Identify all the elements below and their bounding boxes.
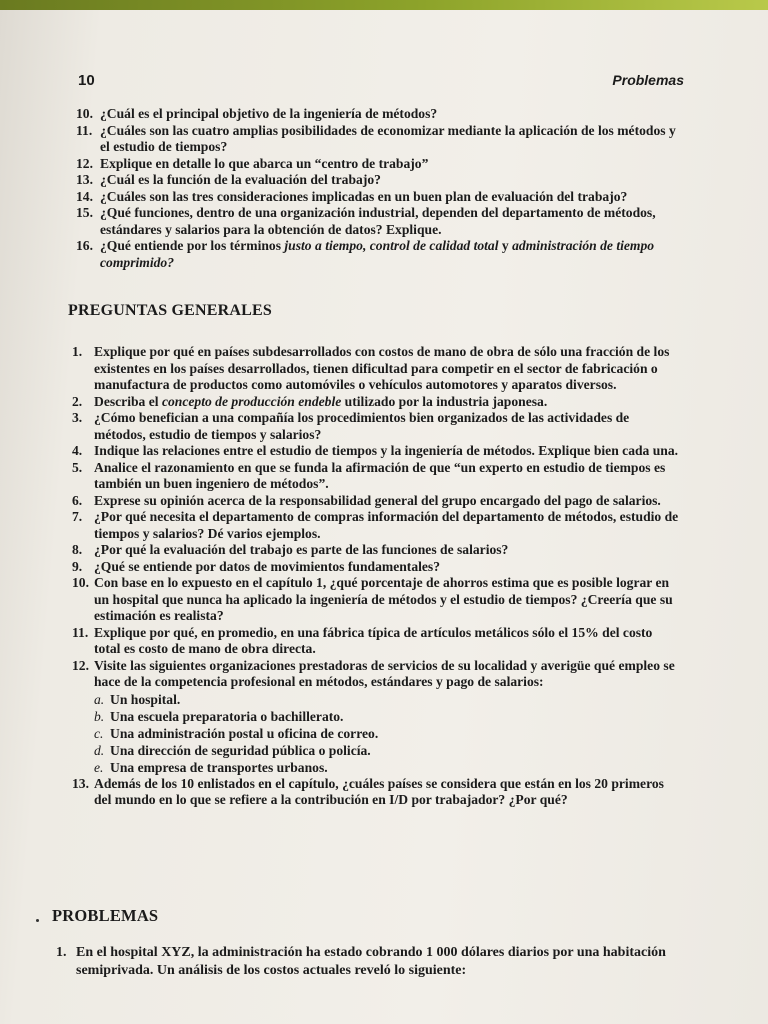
sublist-text: Una empresa de transportes urbanos.	[110, 759, 328, 775]
list-item	[76, 238, 682, 271]
list-item	[72, 658, 682, 691]
list-item	[76, 156, 682, 173]
bullet-mark	[36, 919, 39, 922]
item-number: 14.	[76, 188, 93, 204]
item-number: 1.	[56, 945, 67, 960]
item-text: Explique en detalle lo que abarca un “centro de trabajo”	[100, 155, 429, 171]
page-number: 10	[78, 72, 95, 89]
item-number: 11.	[76, 122, 93, 138]
item-number: 8.	[72, 542, 83, 557]
list-item	[72, 559, 682, 576]
item-text: ¿Cómo benefician a una compañía los procedimientos bien organizados de las actividades de métodos, estudio de tiempos y salarios?	[94, 410, 630, 442]
item-text: ¿Por qué la evaluación del trabajo es parte de las funciones de salarios?	[94, 542, 509, 557]
item-number: 9.	[72, 558, 83, 574]
organizations-sublist	[72, 691, 682, 776]
review-questions-list	[76, 106, 682, 271]
top-edge-strip	[0, 0, 768, 10]
item-number: 6.	[72, 492, 83, 508]
sublist-letter: e.	[94, 759, 104, 775]
item-text: ¿Cuáles son las cuatro amplias posibilidades de economizar mediante la aplicación de los métodos y el estudio de tiempos?	[100, 122, 676, 154]
sublist-item	[94, 691, 682, 708]
item-number: 5.	[72, 459, 83, 475]
item-text: Exprese su opinión acerca de la responsabilidad general del grupo encargado del pago de salarios.	[94, 492, 661, 508]
item-number: 12.	[76, 155, 93, 171]
item-number: 13.	[76, 172, 93, 187]
item-text: ¿Qué funciones, dentro de una organización industrial, dependen del departamento de métodos, estándares y salarios para la obtención de datos? Explique.	[100, 205, 656, 237]
sublist-text: Una escuela preparatoria o bachillerato.	[110, 708, 344, 724]
item-number: 2.	[72, 393, 83, 409]
item-number: 3.	[72, 410, 83, 425]
list-item	[72, 776, 682, 809]
sublist-item	[94, 742, 682, 759]
item-text: ¿Cuál es la función de la evaluación del trabajo?	[100, 172, 381, 187]
item-text: Indique las relaciones entre el estudio de tiempos y la ingeniería de métodos. Explique bien cada una.	[94, 443, 679, 458]
sublist-letter: b.	[94, 708, 105, 724]
item-text: ¿Por qué necesita el departamento de compras información del departamento de métodos, estudio de tiempos y salarios? Dé varios ejemplos.	[94, 509, 679, 541]
sublist-letter: c.	[94, 725, 104, 741]
sublist-item	[94, 708, 682, 725]
sublist-text: Un hospital.	[110, 691, 181, 707]
list-item	[72, 443, 682, 460]
list-item	[76, 106, 682, 123]
item-number: 16.	[76, 238, 93, 253]
list-item	[72, 344, 682, 394]
general-questions-list	[72, 344, 682, 809]
item-text: En el hospital XYZ, la administración ha estado cobrando 1 000 dólares diarios por una habitación semiprivada. Un análisis de los costos actuales reveló lo siguiente:	[76, 945, 666, 978]
item-text: ¿Qué se entiende por datos de movimientos fundamentales?	[94, 558, 441, 574]
section-heading-problems: PROBLEMAS	[52, 906, 159, 925]
problems-list	[56, 944, 676, 980]
item-text: Con base en lo expuesto en el capítulo 1, ¿qué porcentaje de ahorros estima que es posible lograr en un hospital que nunca ha aplicado la ingeniería de métodos y el estudio de tiempos? ¿Creería que su estimación es realista?	[94, 575, 673, 623]
list-item	[76, 172, 682, 189]
item-text: ¿Qué entiende por los términos justo a tiempo, control de calidad total y administración de tiempo comprimido?	[100, 238, 655, 270]
section-heading-general: PREGUNTAS GENERALES	[68, 302, 272, 319]
list-item	[72, 394, 682, 411]
item-number: 10.	[72, 575, 89, 590]
item-text: ¿Cuáles son las tres consideraciones implicadas en un buen plan de evaluación del trabajo?	[100, 188, 628, 204]
sublist-text: Una administración postal u oficina de correo.	[110, 725, 379, 741]
running-head: Problemas	[612, 72, 684, 88]
list-item	[72, 493, 682, 510]
item-text: Analice el razonamiento en que se funda la afirmación de que “un experto en estudio de tiempos es también un buen ingeniero de métodos”.	[94, 459, 666, 491]
item-number: 15.	[76, 205, 93, 220]
item-text: Visite las siguientes organizaciones prestadoras de servicios de su localidad y averigüe qué empleo se hace de la competencia profesional en métodos, estándares y pago de salarios:	[94, 657, 675, 689]
item-text: Describa el concepto de producción endeble utilizado por la industria japonesa.	[94, 393, 548, 409]
sublist-item	[94, 725, 682, 742]
item-text: Además de los 10 enlistados en el capítulo, ¿cuáles países se considera que están en los 20 primeros del mundo en lo que se refiere a la contribución en I/D por trabajador? ¿Por qué?	[94, 775, 664, 807]
list-item	[72, 575, 682, 625]
item-number: 12.	[72, 657, 89, 673]
sublist-letter: d.	[94, 742, 105, 758]
page-header	[78, 72, 684, 94]
list-item	[76, 123, 682, 156]
item-number: 11.	[72, 624, 89, 640]
item-number: 4.	[72, 443, 83, 458]
list-item	[72, 460, 682, 493]
list-item	[76, 205, 682, 238]
item-text: Explique por qué en países subdesarrollados con costos de mano de obra de sólo una fracción de los existentes en los países desarrollados, tienen dificultad para competir en el sector de fabricación o manufactura de productos como automóviles o vehículos automotores y aparatos diversos.	[94, 344, 670, 392]
item-text: ¿Cuál es el principal objetivo de la ingeniería de métodos?	[100, 106, 438, 121]
list-item	[76, 189, 682, 206]
sublist-text: Una dirección de seguridad pública o policía.	[110, 742, 371, 758]
list-item	[72, 542, 682, 559]
list-item	[72, 509, 682, 542]
list-item	[72, 410, 682, 443]
sublist-letter: a.	[94, 691, 105, 707]
sublist-item	[94, 759, 682, 776]
item-number: 10.	[76, 106, 93, 121]
list-item	[56, 944, 676, 980]
list-item	[72, 625, 682, 658]
item-number: 1.	[72, 344, 83, 359]
item-text: Explique por qué, en promedio, en una fábrica típica de artículos metálicos sólo el 15% del costo total es costo de mano de obra directa.	[94, 624, 653, 656]
item-number: 7.	[72, 509, 83, 524]
item-number: 13.	[72, 775, 89, 791]
